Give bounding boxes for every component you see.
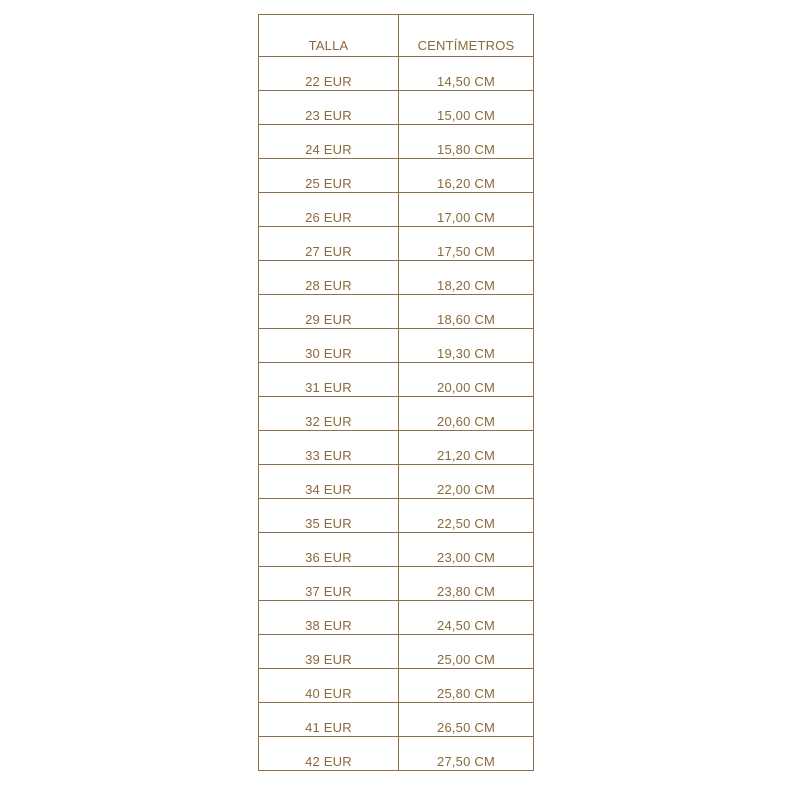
length-cell: 19,30 CM xyxy=(399,329,534,363)
length-cell: 18,60 CM xyxy=(399,295,534,329)
table-row xyxy=(259,669,534,703)
table-row xyxy=(259,635,534,669)
table-row xyxy=(259,91,534,125)
length-cell: 23,80 CM xyxy=(399,567,534,601)
size-cell: 41 EUR xyxy=(259,703,399,737)
size-cell: 24 EUR xyxy=(259,125,399,159)
length-cell: 25,00 CM xyxy=(399,635,534,669)
size-cell: 32 EUR xyxy=(259,397,399,431)
size-cell: 30 EUR xyxy=(259,329,399,363)
size-cell: 26 EUR xyxy=(259,193,399,227)
size-cell: 39 EUR xyxy=(259,635,399,669)
table-row xyxy=(259,159,534,193)
size-cell: 31 EUR xyxy=(259,363,399,397)
size-cell: 27 EUR xyxy=(259,227,399,261)
table-row xyxy=(259,431,534,465)
length-cell: 22,00 CM xyxy=(399,465,534,499)
size-cell: 23 EUR xyxy=(259,91,399,125)
length-cell: 18,20 CM xyxy=(399,261,534,295)
size-cell: 38 EUR xyxy=(259,601,399,635)
length-cell: 17,00 CM xyxy=(399,193,534,227)
table-row xyxy=(259,57,534,91)
header-size: TALLA xyxy=(259,15,399,57)
length-cell: 14,50 CM xyxy=(399,57,534,91)
table-row xyxy=(259,499,534,533)
size-cell: 36 EUR xyxy=(259,533,399,567)
table-row xyxy=(259,737,534,771)
length-cell: 26,50 CM xyxy=(399,703,534,737)
header-centimeters: CENTÍMETROS xyxy=(399,15,534,57)
table-row xyxy=(259,329,534,363)
size-cell: 35 EUR xyxy=(259,499,399,533)
length-cell: 25,80 CM xyxy=(399,669,534,703)
table-row xyxy=(259,193,534,227)
table-row xyxy=(259,363,534,397)
length-cell: 16,20 CM xyxy=(399,159,534,193)
length-cell: 27,50 CM xyxy=(399,737,534,771)
size-cell: 37 EUR xyxy=(259,567,399,601)
size-cell: 25 EUR xyxy=(259,159,399,193)
length-cell: 15,00 CM xyxy=(399,91,534,125)
table-row xyxy=(259,465,534,499)
length-cell: 21,20 CM xyxy=(399,431,534,465)
table-row xyxy=(259,261,534,295)
length-cell: 17,50 CM xyxy=(399,227,534,261)
table-row xyxy=(259,125,534,159)
size-rows xyxy=(259,57,534,771)
table-row xyxy=(259,601,534,635)
table-row xyxy=(259,703,534,737)
table-row xyxy=(259,295,534,329)
size-cell: 42 EUR xyxy=(259,737,399,771)
length-cell: 20,00 CM xyxy=(399,363,534,397)
size-chart-table xyxy=(258,14,534,771)
size-cell: 28 EUR xyxy=(259,261,399,295)
size-cell: 33 EUR xyxy=(259,431,399,465)
size-cell: 29 EUR xyxy=(259,295,399,329)
size-cell: 40 EUR xyxy=(259,669,399,703)
length-cell: 15,80 CM xyxy=(399,125,534,159)
table-row xyxy=(259,227,534,261)
table-row xyxy=(259,533,534,567)
table-row xyxy=(259,397,534,431)
size-cell: 34 EUR xyxy=(259,465,399,499)
length-cell: 20,60 CM xyxy=(399,397,534,431)
length-cell: 24,50 CM xyxy=(399,601,534,635)
table-row xyxy=(259,567,534,601)
header-row xyxy=(259,15,534,57)
length-cell: 22,50 CM xyxy=(399,499,534,533)
size-cell: 22 EUR xyxy=(259,57,399,91)
length-cell: 23,00 CM xyxy=(399,533,534,567)
